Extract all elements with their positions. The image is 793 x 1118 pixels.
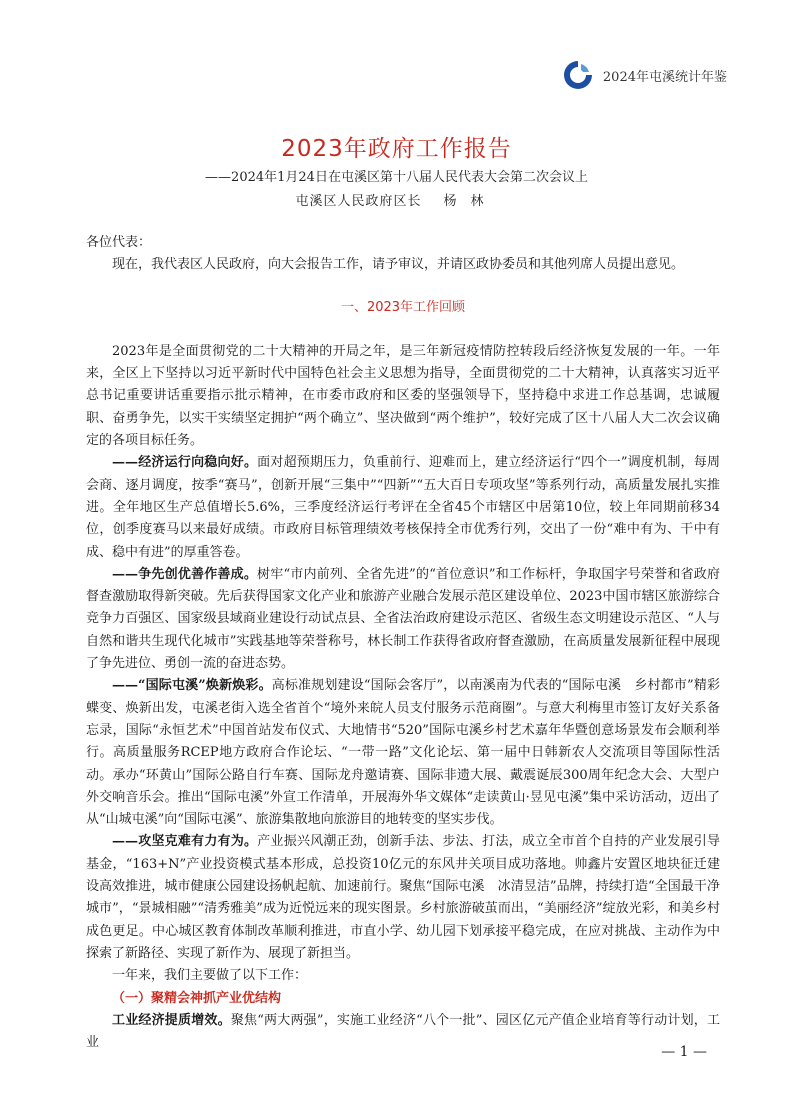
salutation: 各位代表： — [86, 235, 152, 250]
report-subtitle: ——2024年1月24日在屯溪区第十八届人民代表大会第二次会议上 — [205, 170, 588, 185]
report-body — [86, 232, 720, 1054]
paragraph-lead: ——争先创优善作善成。 — [112, 566, 258, 582]
paragraph-text: 产业振兴风潮正劲，创新手法、步法、打法，成立全市首个自持的产业发展引导基金，“163+N”产业投资模式基本形成，总投资10亿元的东风井关项目成功落地。帅鑫片安置区地块征迁建设高效推进，城市健康公园建设扬帆起航、加速前行。聚焦“国际屯溪 冰清昱洁”品牌，持续打造“全国最干净城市”，“景城相融”“清秀雅美”成为近悦远来的现实图景。乡村旅游破茧而出，“美丽经济”绽放光彩，和美乡村成色更足。中心城区教育体制改革顺利推进，市直小学、幼儿园下划承接平稳完成，在应对挑战、主动作为中探索了新路径、实现了新作为、展现了新担当。 — [86, 834, 720, 961]
yearbook-logo-icon — [561, 58, 595, 92]
author-name: 杨林 — [443, 194, 498, 209]
paragraph — [86, 1010, 720, 1055]
paragraph-text: 面对超预期压力，负重前行、迎难而上，建立经济运行“四个一”调度机制，每周会商、逐月调度，按季“赛马”，创新开展“三集中”“四新”“五大百日专项攻坚”等系列行动，高质量发展扎实推进。全年地区生产总值增长5.6%，三季度经济运行考评在全省45个市辖区中居第10位，较上年同期前移34位，创季度赛马以来最好成绩。市政府目标管理绩效考核保持全市优秀行列，交出了一份“难中有为、干中有成、稳中有进”的厚重答卷。 — [86, 455, 720, 560]
paragraph-lead: ——攻坚克难有力有为。 — [112, 834, 258, 850]
paragraph-text: 高标准规划建设“国际会客厅”，以南溪南为代表的“国际屯溪 乡村都市”精彩蝶变、焕新出发，屯溪老街入选全省首个“境外来皖人员支付服务示范商圈”。与意大利梅里市签订友好关系备忘录，国际“永恒艺术”中国首站发布仪式、大地情书“520”国际屯溪乡村艺术嘉年华暨创意场景发布会顺利举行。高质量服务RCEP地方政府合作论坛、“一带一路”文化论坛、第一届中日韩新农人交流项目等国际性活动。承办“环黄山”国际公路自行车赛、国际龙舟邀请赛、国际非遗大展、戴震诞辰300周年纪念大会、大型户外交响音乐会。推出“国际屯溪”外宣工作清单，开展海外华文媒体“走读黄山·昱见屯溪”集中采访活动，迈出了从“山城屯溪”向“国际屯溪”、旅游集散地向旅游目的地转变的坚实步伐。 — [86, 678, 720, 828]
page-number: — 1 — — [661, 1044, 707, 1060]
paragraph-lead: ——“国际屯溪”焕新焕彩。 — [112, 678, 272, 694]
report-title: 2023年政府工作报告 — [281, 136, 512, 162]
paragraph-text: 聚焦“两大两强”，实施工业经济“八个一批”、园区亿元产值企业培育等行动计划，工业 — [86, 1012, 720, 1051]
paragraph — [86, 831, 720, 965]
intro-paragraph: 现在，我代表区人民政府，向大会报告工作，请予审议，并请区政协委员和其他列席人员提出意见。 — [112, 257, 685, 273]
section-heading: 一、2023年工作回顾 — [340, 299, 466, 315]
paragraph-lead: ——经济运行向稳向好。 — [112, 455, 258, 471]
yearbook-title: 2024年屯溪统计年鉴 — [602, 69, 727, 85]
paragraph-text: 树牢“市内前列、全省先进”的“首位意识”和工作标杆，争取国字号荣誉和省政府督查激励取得新突破。先后获得国家文化产业和旅游产业融合发展示范区建设单位、2023中国市辖区旅游综合竞争力百强区、国家级县域商业建设行动试点县、全省法治政府建设示范区、省级生态文明建设示范区、“人与自然和谐共生现代化城市”实践基地等荣誉称号，林长制工作获得省政府督查激励，在高质量发展新征程中展现了争先进位、勇创一流的奋进态势。 — [86, 566, 720, 672]
paragraph-lead: 工业经济提质增效。 — [112, 1012, 231, 1028]
paragraph — [86, 564, 720, 675]
running-header — [561, 58, 727, 92]
author-title: 屯溪区人民政府区长 — [295, 194, 422, 209]
paragraph: 一年来，我们主要做了以下工作： — [112, 968, 308, 984]
paragraph — [86, 452, 720, 563]
report-author — [0, 190, 793, 209]
paragraph: 2023年是全面贯彻党的二十大精神的开局之年，是三年新冠疫情防控转段后经济恢复发展的一年。一年来，全区上下坚持以习近平新时代中国特色社会主义思想为指导，全面贯彻党的二十大精神，认真落实习近平总书记重要讲话重要指示批示精神，在市委市政府和区委的坚强领导下，坚持稳中求进工作总基调，忠诚履职、奋勇争先，以实干实绩坚定拥护“两个确立”、坚决做到“两个维护”，较好完成了区十八届人大二次会议确定的各项目标任务。 — [86, 343, 720, 449]
subsection-heading: （一）聚精会神抓产业优结构 — [112, 990, 282, 1006]
paragraph — [86, 675, 720, 831]
